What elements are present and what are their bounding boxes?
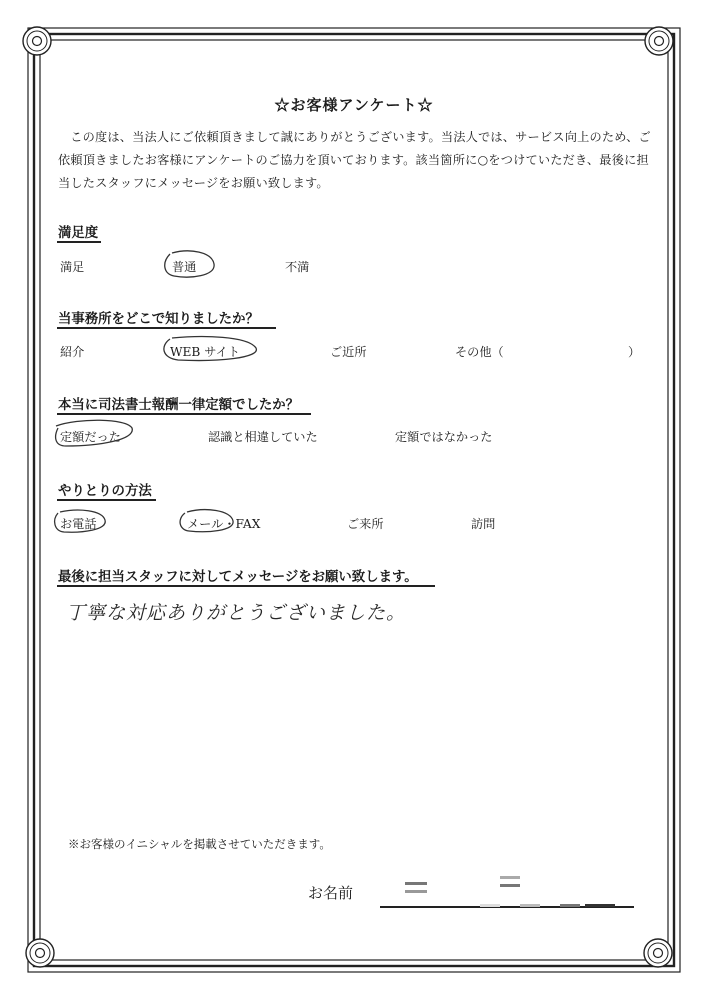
contact-heading-underline [57,499,156,501]
fee-heading: 本当に司法書士報酬一律定額でしたか？ [58,397,300,413]
corner-ornament-bl [26,939,54,967]
corner-ornament-tl [23,27,51,55]
satisfaction-option-normal[interactable]: 普通 [172,260,197,274]
handwritten-circle-mail [175,506,239,538]
survey-intro [58,126,658,195]
satisfaction-heading-underline [57,241,101,243]
contact-option-home-visit[interactable]: 訪問 [471,517,496,531]
fee-option-not-fixed[interactable]: 定額ではなかった [395,430,493,444]
corner-ornament-br [644,939,672,967]
source-heading-underline [57,327,276,329]
source-option-referral[interactable]: 紹介 [60,345,85,359]
handwritten-circle-phone [50,506,112,538]
handwritten-circle-fixed [48,416,138,454]
fee-option-differed[interactable]: 認識と相違していた [208,430,318,444]
handwritten-circle-website [158,334,262,366]
survey-title: ☆お客様アンケート☆ [274,96,434,114]
source-option-other[interactable]: その他（ [455,345,504,359]
message-heading-underline [57,585,435,587]
contact-option-visit-office[interactable]: ご来所 [347,517,384,531]
satisfaction-heading: 満足度 [58,225,99,241]
contact-option-mail-fax[interactable]: メール・FAX [187,517,261,531]
source-option-other-close: ） [628,345,641,359]
handwritten-circle-normal [160,248,220,282]
message-heading: 最後に担当スタッフに対してメッセージをお願い致します。 [58,569,418,585]
fee-heading-underline [57,413,311,415]
initial-notice: ※お客様のイニシャルを掲載させていただきます。 [68,837,331,851]
name-label: お名前 [308,884,354,902]
intro-text: この度は、当法人にご依頼頂きまして誠にありがとうございます。当法人では、サービス向上のため、ご依頼頂きましたお客様にアンケートのご協力を頂いております。該当箇所に○をつけていただき、最後に担当したスタッフにメッセージをお願い致します。 [58,130,651,190]
source-option-neighborhood[interactable]: ご近所 [330,345,367,359]
source-heading: 当事務所をどこで知りましたか？ [58,311,259,327]
handwritten-message: 丁寧な対応ありがとうございました。 [66,602,407,624]
satisfaction-option-satisfied[interactable]: 満足 [60,260,85,274]
corner-ornament-tr [645,27,673,55]
contact-option-phone[interactable]: お電話 [60,517,97,531]
fee-option-fixed[interactable]: 定額だった [60,430,121,444]
contact-heading: やりとりの方法 [58,483,152,499]
satisfaction-option-dissatisfied[interactable]: 不満 [285,260,310,274]
source-option-website[interactable]: WEB サイト [170,345,240,359]
